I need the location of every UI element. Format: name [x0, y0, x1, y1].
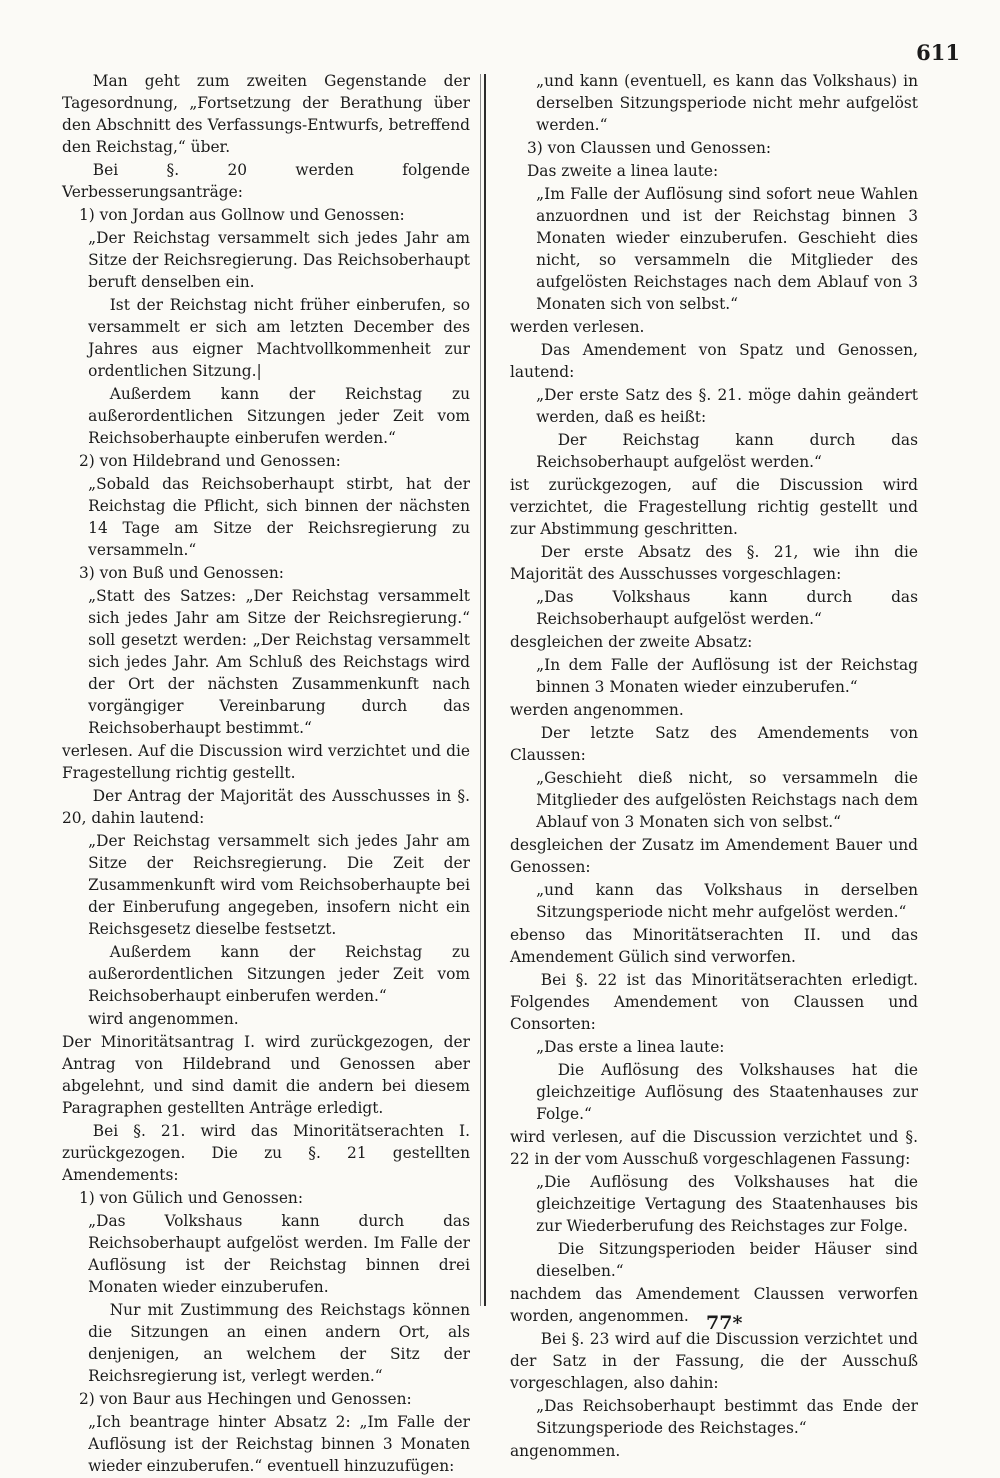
paragraph: wird angenommen.	[88, 1010, 239, 1028]
paragraph: „Sobald das Reichsoberhaupt stirbt, hat der Reichstag die Pflicht, sich binnen der nächsten 14 Tage am Sitze der Reichsregierung zu versammeln.“	[88, 475, 470, 559]
paragraph: „Das erste a linea laute:	[536, 1038, 725, 1056]
paragraph: „Der Reichstag versammelt sich jedes Jahr am Sitze der Reichsregierung. Das Reichsoberhaupt beruft denselben ein.	[88, 229, 470, 291]
left-column	[62, 70, 470, 1478]
paragraph: ist zurückgezogen, auf die Discussion wird verzichtet, die Fragestellung richtig gestellt und zur Abstimmung geschritten.	[510, 476, 918, 538]
paragraph: wird verlesen, auf die Discussion verzichtet und §. 22 in der vom Ausschuß vorgeschlagenen Fassung:	[510, 1128, 918, 1168]
paragraph: Bei §. 22 ist das Minoritätserachten erledigt. Folgendes Amendement von Claussen und Consorten:	[510, 971, 918, 1033]
signature-mark: 77*	[706, 1312, 743, 1334]
paragraph: Bei §. 21. wird das Minoritätserachten I. zurückgezogen. Die zu §. 21 gestellten Amendements:	[62, 1122, 470, 1184]
paragraph: 2) von Baur aus Hechingen und Genossen:	[78, 1390, 412, 1408]
paragraph: „Das Volkshaus kann durch das Reichsoberhaupt aufgelöst werden. Im Falle der Auflösung ist der Reichstag binnen drei Monaten wieder einzuberufen.	[88, 1212, 470, 1296]
paragraph: 1) von Jordan aus Gollnow und Genossen:	[78, 206, 405, 224]
column-divider-thin	[480, 74, 481, 1306]
paragraph: „Der erste Satz des §. 21. möge dahin geändert werden, daß es heißt:	[536, 386, 918, 426]
paragraph: Das Amendement von Spatz und Genossen, lautend:	[510, 341, 918, 381]
paragraph: „Das Reichsoberhaupt bestimmt das Ende der Sitzungsperiode des Reichstages.“	[536, 1397, 918, 1437]
paragraph: „Im Falle der Auflösung sind sofort neue Wahlen anzuordnen und ist der Reichstag binnen 3 Monaten wieder einzuberufen. Geschieht dies nicht, so versammeln die Mitglieder des aufgelösten Reichstages nach dem Ablauf von 3 Monaten sich von selbst.“	[536, 185, 918, 313]
paragraph: Ist der Reichstag nicht früher einberufen, so versammelt er sich am letzten December des Jahres aus eigner Machtvollkommenheit zur ordentlichen Sitzung.|	[88, 296, 470, 380]
paragraph: 1) von Gülich und Genossen:	[78, 1189, 304, 1207]
paragraph: werden angenommen.	[510, 701, 684, 719]
paragraph: „Der Reichstag versammelt sich jedes Jahr am Sitze der Reichsregierung. Die Zeit der Zusammenkunft wird vom Reichsoberhaupte bei der Einberufung angegeben, insofern nicht ein Reichsgesetz dieselbe festsetzt.	[88, 832, 470, 938]
paragraph: Der erste Absatz des §. 21, wie ihn die Majorität des Ausschusses vorgeschlagen:	[510, 543, 918, 583]
right-column	[510, 70, 918, 1463]
paragraph: werden verlesen.	[510, 318, 645, 336]
paragraph: Der Reichstag kann durch das Reichsoberhaupt aufgelöst werden.“	[536, 431, 918, 471]
paragraph: desgleichen der Zusatz im Amendement Bauer und Genossen:	[510, 836, 918, 876]
paragraph: Bei §. 20 werden folgende Verbesserungsanträge:	[62, 161, 470, 201]
paragraph: „und kann (eventuell, es kann das Volkshaus) in derselben Sitzungsperiode nicht mehr aufgelöst werden.“	[536, 72, 918, 134]
paragraph: „Ich beantrage hinter Absatz 2: „Im Falle der Auflösung ist der Reichstag binnen 3 Monaten wieder einzuberufen.“ eventuell hinzuzufügen:	[88, 1413, 470, 1475]
paragraph: 3) von Buß und Genossen:	[78, 564, 284, 582]
paragraph: Die Sitzungsperioden beider Häuser sind dieselben.“	[536, 1240, 918, 1280]
paragraph: „Statt des Satzes: „Der Reichstag versammelt sich jedes Jahr am Sitze der Reichsregierung.“ soll gesetzt werden: „Der Reichstag versammelt sich jedes Jahr. Am Schluß des Reichstags wird der Ort der nächsten Zusammenkunft nach vorgängiger Vereinbarung durch das Reichsoberhaupt bestimmt.“	[88, 587, 470, 737]
paragraph: Der letzte Satz des Amendements von Claussen:	[510, 724, 918, 764]
paragraph: Die Auflösung des Volkshauses hat die gleichzeitige Auflösung des Staatenhauses zur Folge.“	[536, 1061, 918, 1123]
paragraph: Außerdem kann der Reichstag zu außerordentlichen Sitzungen jeder Zeit vom Reichsoberhaupte einberufen werden.“	[88, 385, 470, 447]
paragraph: Das zweite a linea laute:	[526, 162, 719, 180]
paragraph: „Das Volkshaus kann durch das Reichsoberhaupt aufgelöst werden.“	[536, 588, 918, 628]
paragraph: angenommen.	[510, 1442, 621, 1460]
page-number: 611	[916, 40, 960, 65]
paragraph: 3) von Claussen und Genossen:	[526, 139, 772, 157]
paragraph: Nur mit Zustimmung des Reichstags können die Sitzungen an einen andern Ort, als denjenigen, an welchem der Sitz der Reichsregierung ist, verlegt werden.“	[88, 1301, 470, 1385]
paragraph: desgleichen der zweite Absatz:	[510, 633, 753, 651]
paragraph: „Geschieht dieß nicht, so versammeln die Mitglieder des aufgelösten Reichstags nach dem Ablauf von 3 Monaten sich von selbst.“	[536, 769, 918, 831]
paragraph: „Die Auflösung des Volkshauses hat die gleichzeitige Vertagung des Staatenhauses bis zur Wiederberufung des Reichstages zur Folge.	[536, 1173, 918, 1235]
paragraph: verlesen. Auf die Discussion wird verzichtet und die Fragestellung richtig gestellt.	[62, 742, 470, 782]
paragraph: Der Antrag der Majorität des Ausschusses in §. 20, dahin lautend:	[62, 787, 470, 827]
paragraph: Man geht zum zweiten Gegenstande der Tagesordnung, „Fortsetzung der Berathung über den Abschnitt des Verfassungs-Entwurfs, betreffend den Reichstag,“ über.	[62, 72, 470, 156]
paragraph: 2) von Hildebrand und Genossen:	[78, 452, 341, 470]
paragraph: „und kann das Volkshaus in derselben Sitzungsperiode nicht mehr aufgelöst werden.“	[536, 881, 918, 921]
paragraph: Bei §. 23 wird auf die Discussion verzichtet und der Satz in der Fassung, die der Ausschuß vorgeschlagen, also dahin:	[510, 1330, 918, 1392]
paragraph: ebenso das Minoritätserachten II. und das Amendement Gülich sind verworfen.	[510, 926, 918, 966]
paragraph: Außerdem kann der Reichstag zu außerordentlichen Sitzungen jeder Zeit vom Reichsoberhaupt einberufen werden.“	[88, 943, 470, 1005]
paragraph: nachdem das Amendement Claussen verworfen worden, angenommen.	[510, 1285, 918, 1325]
column-divider	[484, 74, 486, 1306]
paragraph: „In dem Falle der Auflösung ist der Reichstag binnen 3 Monaten wieder einzuberufen.“	[536, 656, 918, 696]
paragraph: Der Minoritätsantrag I. wird zurückgezogen, der Antrag von Hildebrand und Genossen aber abgelehnt, und sind damit die andern bei diesem Paragraphen gestellten Anträge erledigt.	[62, 1033, 470, 1117]
